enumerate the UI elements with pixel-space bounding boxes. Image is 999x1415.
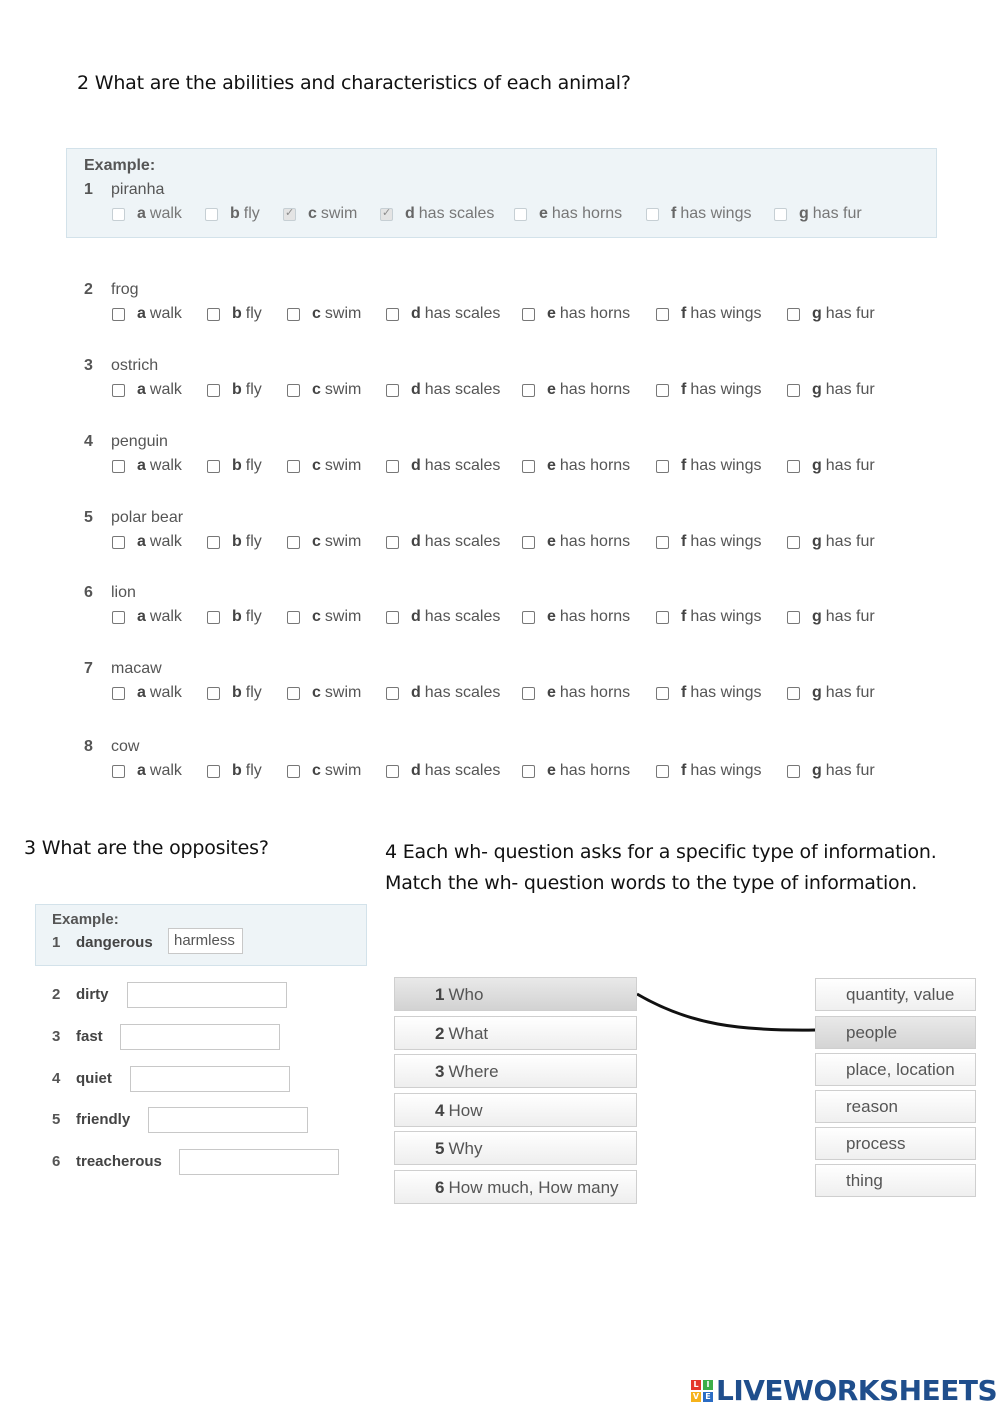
option-letter: f — [681, 533, 687, 550]
option-text: swim — [320, 205, 358, 222]
option-text: has wings — [680, 205, 752, 222]
animal-name: cow — [111, 738, 140, 755]
logo-text: LIVEWORKSHEETS — [716, 1374, 998, 1407]
option-text: walk — [149, 684, 182, 701]
option-letter: c — [312, 305, 321, 322]
wh-number: 4 — [435, 1101, 445, 1120]
option-letter: g — [812, 457, 822, 474]
item-number: 2 — [52, 986, 61, 1003]
option-letter: d — [411, 457, 421, 474]
option-letter: b — [232, 533, 242, 550]
option-letter: f — [681, 457, 687, 474]
option-letter: g — [812, 608, 822, 625]
option-text: has scales — [418, 205, 495, 222]
option-letter: c — [312, 762, 321, 779]
question-number: 7 — [84, 660, 93, 677]
wh-word-what[interactable] — [394, 1016, 637, 1050]
item-word: dangerous — [76, 934, 153, 951]
wh-label: How much, How many — [448, 1178, 619, 1197]
option-text: has scales — [424, 608, 501, 625]
option-letter: b — [232, 684, 242, 701]
wh-word-how-much[interactable] — [394, 1170, 637, 1204]
option-text: has fur — [825, 533, 875, 550]
option-text: has fur — [825, 457, 875, 474]
option-text: has horns — [559, 762, 631, 779]
option-text: has fur — [825, 684, 875, 701]
logo-letter: L — [691, 1380, 701, 1390]
option-text: has fur — [825, 305, 875, 322]
animal-name: frog — [111, 281, 139, 298]
option-text: has wings — [690, 762, 762, 779]
wh-word-who[interactable] — [394, 977, 637, 1011]
option-text: fly — [245, 305, 262, 322]
wh-number: 6 — [435, 1178, 445, 1197]
option-text: has horns — [559, 305, 631, 322]
option-text: fly — [245, 684, 262, 701]
option-text: swim — [324, 305, 362, 322]
option-text: has horns — [559, 381, 631, 398]
option-text: swim — [324, 381, 362, 398]
option-letter: d — [411, 533, 421, 550]
logo-letter: E — [703, 1392, 713, 1402]
option-text: has horns — [559, 533, 631, 550]
option-text: has horns — [551, 205, 623, 222]
option-text: has horns — [559, 608, 631, 625]
option-text: has fur — [825, 608, 875, 625]
option-letter: b — [232, 305, 242, 322]
info-type-process[interactable]: process — [815, 1127, 976, 1160]
item-word: treacherous — [76, 1153, 162, 1170]
liveworksheets-logo — [691, 1374, 997, 1407]
option-letter: c — [312, 381, 321, 398]
option-letter: e — [547, 305, 556, 322]
question-number: 6 — [84, 584, 93, 601]
option-text: has horns — [559, 457, 631, 474]
question-number: 2 — [84, 281, 93, 298]
option-text: has scales — [424, 381, 501, 398]
option-letter: e — [547, 533, 556, 550]
option-text: swim — [324, 684, 362, 701]
animal-name: piranha — [111, 181, 165, 198]
option-text: has scales — [424, 305, 501, 322]
info-type-quantity[interactable]: quantity, value — [815, 978, 976, 1011]
match-line — [637, 994, 815, 1030]
option-text: walk — [149, 762, 182, 779]
animal-name: lion — [111, 584, 136, 601]
option-text: has wings — [690, 457, 762, 474]
option-letter: b — [232, 457, 242, 474]
wh-label: What — [448, 1024, 489, 1043]
animal-name: ostrich — [111, 357, 159, 374]
item-word: fast — [76, 1028, 103, 1045]
info-type-people[interactable]: people — [815, 1016, 976, 1049]
option-letter: e — [547, 457, 556, 474]
option-text: fly — [245, 381, 262, 398]
option-letter: d — [411, 381, 421, 398]
wh-word-where[interactable] — [394, 1054, 637, 1088]
option-text: swim — [324, 457, 362, 474]
item-number: 3 — [52, 1028, 61, 1045]
option-letter: e — [547, 381, 556, 398]
option-letter: f — [671, 205, 677, 222]
option-text: fly — [245, 608, 262, 625]
section-3-title: 3 What are the opposites? — [24, 837, 269, 859]
option-letter: a — [137, 533, 146, 550]
item-number: 1 — [52, 934, 61, 951]
option-letter: a — [137, 457, 146, 474]
item-word: friendly — [76, 1111, 131, 1128]
question-number: 8 — [84, 738, 93, 755]
option-text: walk — [149, 381, 182, 398]
animal-name: penguin — [111, 433, 168, 450]
option-text: walk — [149, 533, 182, 550]
option-letter: f — [681, 381, 687, 398]
option-letter: g — [812, 684, 822, 701]
option-letter: e — [547, 684, 556, 701]
option-letter: d — [411, 608, 421, 625]
option-letter: g — [812, 762, 822, 779]
option-text: has scales — [424, 762, 501, 779]
option-letter: e — [539, 205, 548, 222]
option-text: walk — [149, 608, 182, 625]
option-letter: a — [137, 762, 146, 779]
option-text: swim — [324, 762, 362, 779]
option-letter: b — [232, 762, 242, 779]
option-text: has scales — [424, 533, 501, 550]
item-number: 6 — [52, 1153, 61, 1170]
wh-number: 5 — [435, 1139, 445, 1158]
option-text: fly — [245, 533, 262, 550]
option-letter: c — [308, 205, 317, 222]
info-type-thing[interactable]: thing — [815, 1164, 976, 1197]
example-label: Example: — [52, 911, 119, 928]
option-letter: d — [411, 305, 421, 322]
option-text: has fur — [812, 205, 862, 222]
wh-label: How — [448, 1101, 483, 1120]
question-number: 1 — [84, 181, 93, 198]
option-letter: g — [812, 533, 822, 550]
info-type-reason[interactable]: reason — [815, 1090, 976, 1123]
logo-mark-icon — [691, 1380, 713, 1402]
wh-number: 2 — [435, 1024, 445, 1043]
logo-letter: V — [692, 1391, 700, 1401]
option-text: has scales — [424, 457, 501, 474]
option-text: walk — [149, 205, 182, 222]
option-letter: a — [137, 684, 146, 701]
wh-label: Why — [448, 1139, 483, 1158]
option-text: has fur — [825, 381, 875, 398]
option-text: has horns — [559, 684, 631, 701]
animal-name: polar bear — [111, 509, 184, 526]
option-letter: b — [230, 205, 240, 222]
option-text: has wings — [690, 381, 762, 398]
item-word: dirty — [76, 986, 109, 1003]
item-number: 4 — [52, 1070, 61, 1087]
option-letter: e — [547, 762, 556, 779]
option-text: walk — [149, 457, 182, 474]
item-word: quiet — [76, 1070, 112, 1087]
option-text: fly — [245, 457, 262, 474]
question-number: 4 — [84, 433, 93, 450]
option-text: swim — [324, 533, 362, 550]
option-text: has wings — [690, 608, 762, 625]
example-label: Example: — [84, 157, 156, 174]
option-letter: d — [411, 762, 421, 779]
option-letter: a — [137, 305, 146, 322]
wh-word-how[interactable] — [394, 1093, 637, 1127]
wh-word-why[interactable] — [394, 1131, 637, 1165]
option-letter: c — [312, 533, 321, 550]
option-text: has wings — [690, 305, 762, 322]
option-text: has wings — [690, 533, 762, 550]
example-answer-field: harmless — [168, 928, 243, 954]
logo-letter: I — [703, 1380, 713, 1390]
option-text: has scales — [424, 684, 501, 701]
wh-number: 3 — [435, 1062, 445, 1081]
option-letter: c — [312, 684, 321, 701]
wh-number: 1 — [435, 985, 445, 1004]
option-text: fly — [245, 762, 262, 779]
animal-name: macaw — [111, 660, 162, 677]
option-letter: d — [405, 205, 415, 222]
option-letter: g — [799, 205, 809, 222]
option-letter: a — [137, 205, 146, 222]
option-letter: a — [137, 381, 146, 398]
option-letter: c — [312, 457, 321, 474]
option-text: walk — [149, 305, 182, 322]
option-text: has fur — [825, 762, 875, 779]
item-number: 5 — [52, 1111, 61, 1128]
section-4-title: 4 Each wh- question asks for a specific type of information. Match the wh- question words to the type of information. — [385, 841, 937, 894]
option-letter: d — [411, 684, 421, 701]
option-letter: e — [547, 608, 556, 625]
option-letter: f — [681, 762, 687, 779]
option-letter: f — [681, 684, 687, 701]
question-number: 5 — [84, 509, 93, 526]
option-text: has wings — [690, 684, 762, 701]
option-letter: g — [812, 305, 822, 322]
option-letter: b — [232, 381, 242, 398]
option-text: fly — [243, 205, 260, 222]
info-type-place[interactable]: place, location — [815, 1053, 976, 1086]
option-letter: b — [232, 608, 242, 625]
question-number: 3 — [84, 357, 93, 374]
section-2-title: 2 What are the abilities and characteristics of each animal? — [77, 72, 631, 94]
wh-label: Where — [448, 1062, 499, 1081]
option-letter: f — [681, 305, 687, 322]
option-letter: f — [681, 608, 687, 625]
option-text: swim — [324, 608, 362, 625]
option-letter: c — [312, 608, 321, 625]
option-letter: a — [137, 608, 146, 625]
option-letter: g — [812, 381, 822, 398]
wh-label: Who — [448, 985, 484, 1004]
